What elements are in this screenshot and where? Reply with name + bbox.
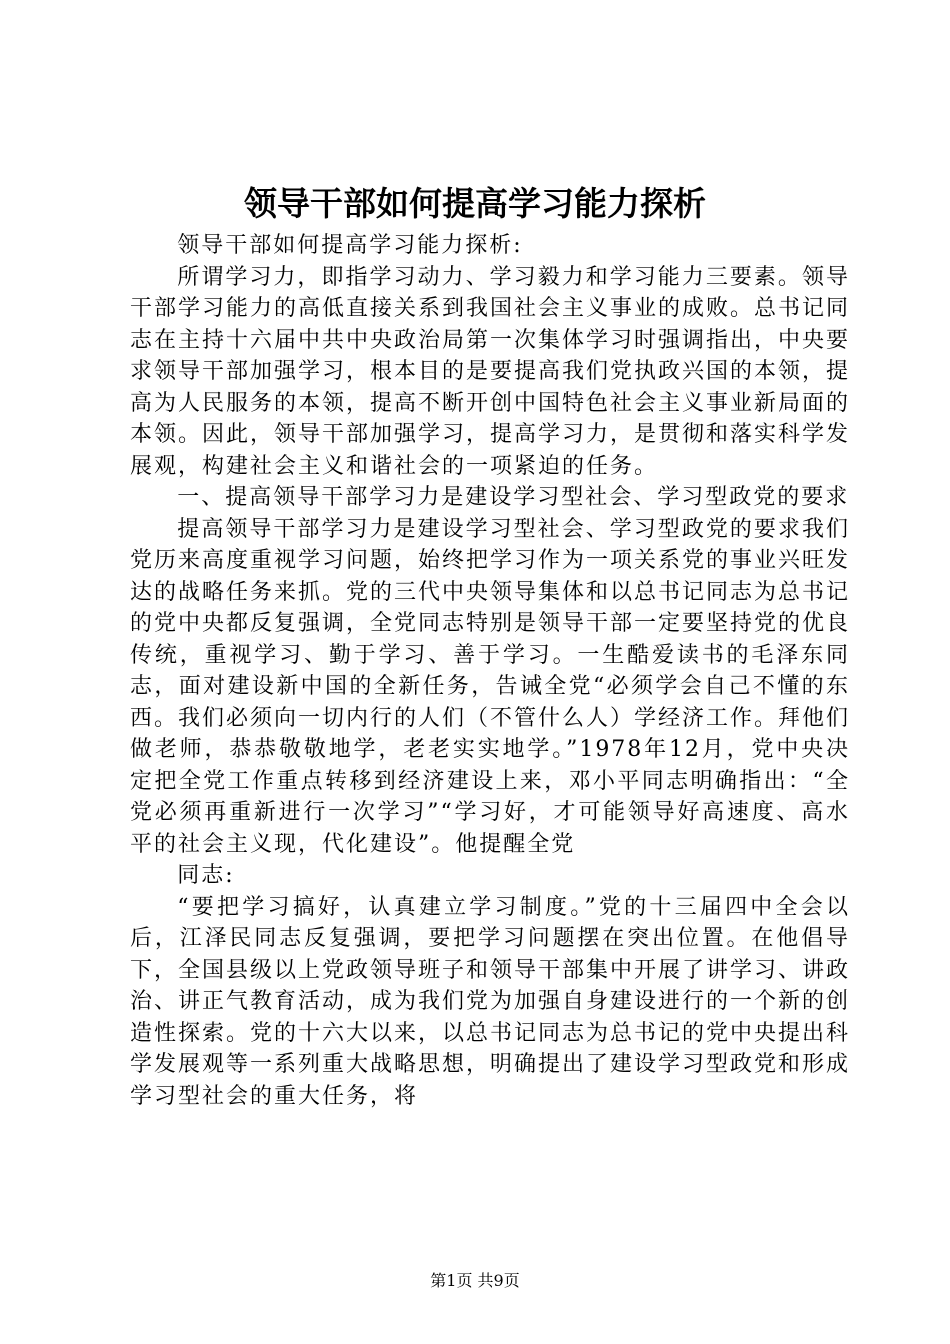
paragraph-continuation: “要把学习搞好，认真建立学习制度。”党的十三届四中全会以后，江泽民同志反复强调，要把学习问题摆在突出位置。在他倡导下，全国县级以上党政领导班子和领导干部集中开展了讲学习、讲政治、讲正气教育活动，成为我们党为加强自身建设进行的一个新的创造性探索。党的十六大以来，以总书记同志为总书记的党中央提出科学发展观等一系列重大战略思想，明确提出了建设学习型政党和形成学习型社会的重大任务，将 <box>130 894 851 1109</box>
section-heading-1: 一、提高领导干部学习力是建设学习型社会、学习型政党的要求 <box>177 485 850 510</box>
paragraph-section-1: 提高领导干部学习力是建设学习型社会、学习型政党的要求我们党历来高度重视学习问题，始终把学习作为一项关系党的事业兴旺发达的战略任务来抓。党的三代中央领导集体和以总书记同志为总书记的党中央都反复强调，全党同志特别是领导干部一定要坚持党的优良传统，重视学习、勤于学习、善于学习。一生酷爱读书的毛泽东同志，面对建设新中国的全新任务，告诫全党“必须学会自己不懂的东西。我们必须向一切内行的人们（不管什么人）学经济工作。拜他们做老师，恭恭敬敬地学，老老实实地学。”1978年12月，党中央决定把全党工作重点转移到经济建设上来，邓小平同志明确指出：“全党必须再重新进行一次学习”“学习好，才可能领导好高速度、高水平的社会主义现，代化建设”。他提醒全党 <box>130 516 851 857</box>
paragraph-intro: 所谓学习力，即指学习动力、学习毅力和学习能力三要素。领导干部学习能力的高低直接关系到我国社会主义事业的成败。总书记同志在主持十六届中共中央政治局第一次集体学习时强调指出，中央要求领导干部加强学习，根本目的是要提高我们党执政兴国的本领，提高为人民服务的本领，提高不断开创中国特色社会主义事业新局面的本领。因此，领导干部加强学习，提高学习力，是贯彻和落实科学发展观，构建社会主义和谐社会的一项紧迫的任务。 <box>130 264 851 479</box>
paragraph-heading-line: 领导干部如何提高学习能力探析: <box>177 233 523 258</box>
page-number-footer: 第1页 共9页 <box>430 1271 520 1290</box>
document-title: 领导干部如何提高学习能力探析 <box>244 184 706 223</box>
document-body <box>130 230 850 1112</box>
paragraph-fragment: 同志: <box>177 863 235 888</box>
